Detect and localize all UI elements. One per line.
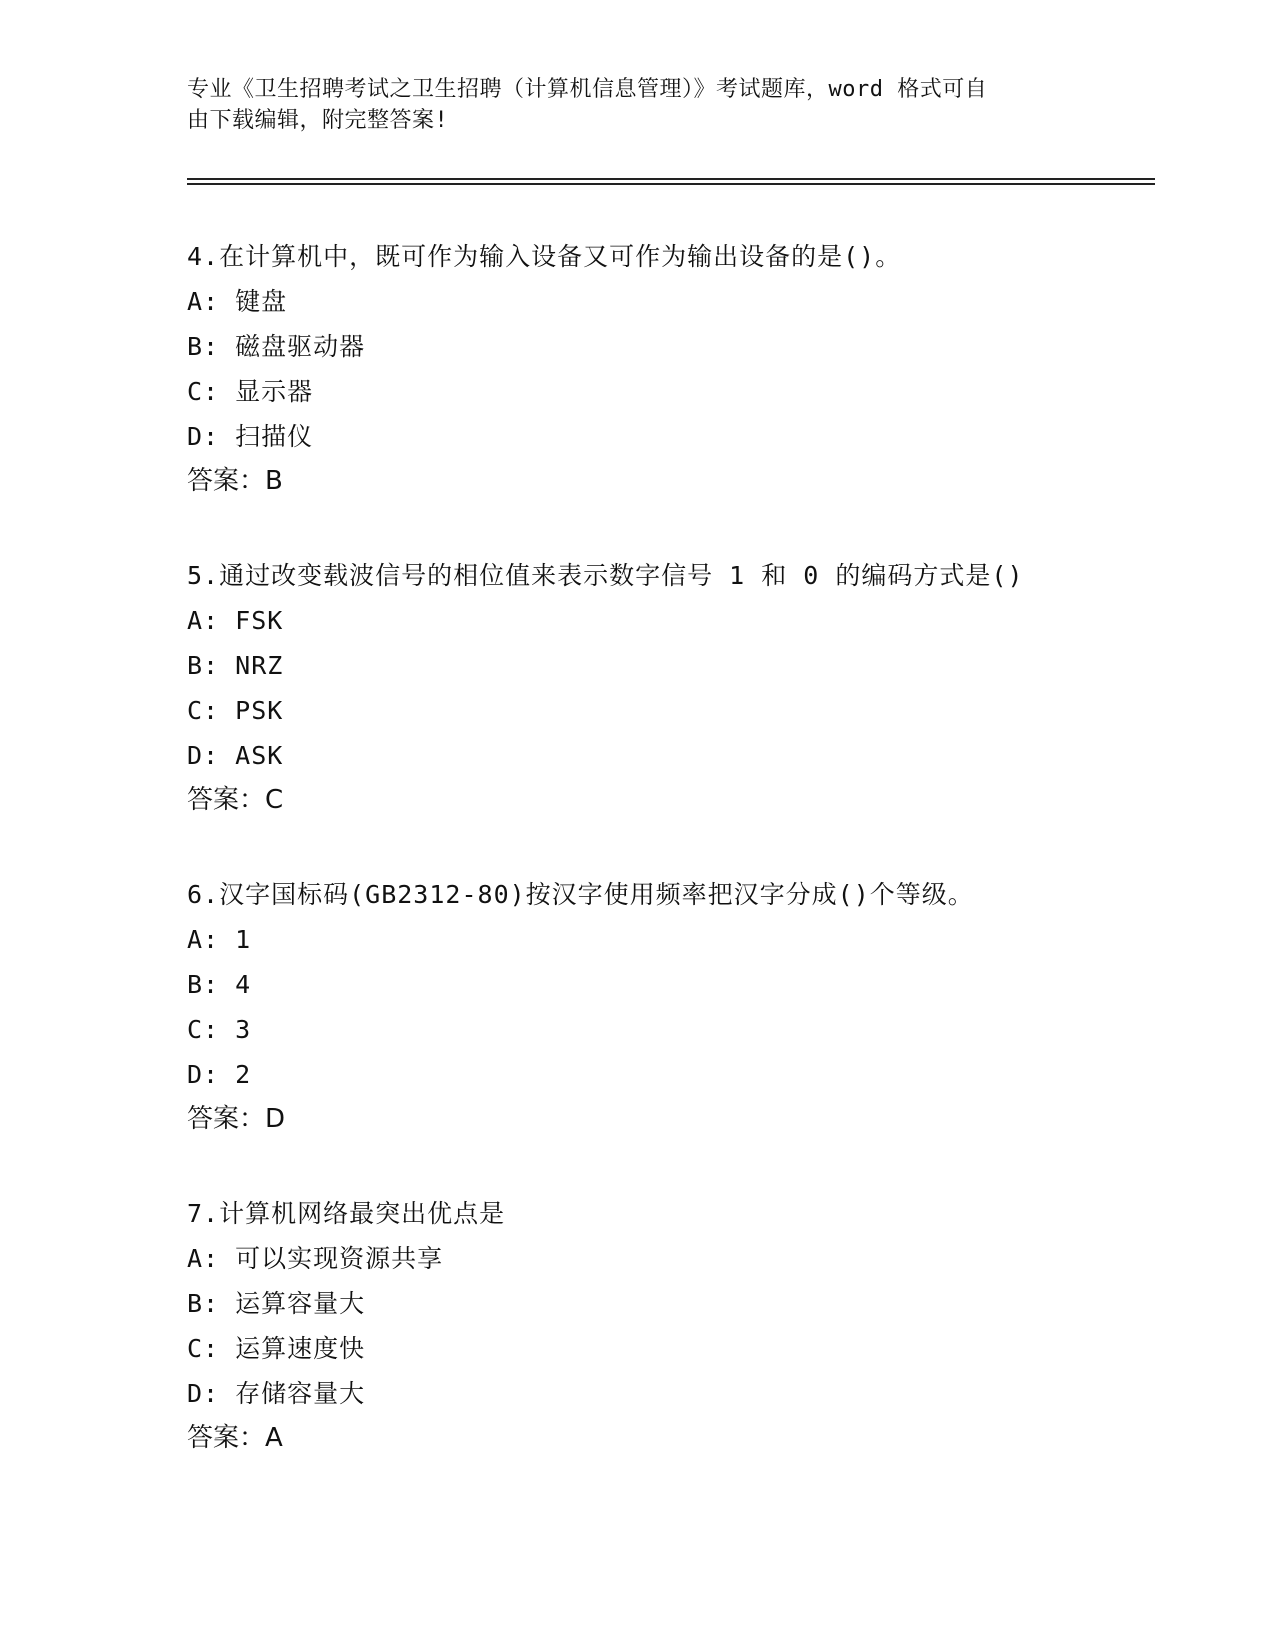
option-c: C: 运算速度快 xyxy=(187,1334,366,1363)
answer: 答案：A xyxy=(187,1423,283,1453)
option-d: D: 存储容量大 xyxy=(187,1379,366,1408)
question-stem: 6.汉字国标码(GB2312-80)按汉字使用频率把汉字分成()个等级。 xyxy=(187,880,974,909)
option-a: A: 1 xyxy=(187,925,252,954)
header-line-2: 由下载编辑，附完整答案! xyxy=(187,108,449,133)
document-header xyxy=(187,74,1067,136)
option-b: B: 4 xyxy=(187,970,252,999)
option-b: B: NRZ xyxy=(187,651,284,680)
header-line-1: 专业《卫生招聘考试之卫生招聘（计算机信息管理）》考试题库，word 格式可自 xyxy=(187,77,988,102)
question-5 xyxy=(187,553,1147,823)
answer: 答案：C xyxy=(187,785,284,815)
option-a: A: 可以实现资源共享 xyxy=(187,1244,444,1273)
question-7 xyxy=(187,1191,1147,1461)
option-c: C: 显示器 xyxy=(187,377,314,406)
answer: 答案：D xyxy=(187,1104,286,1134)
header-divider-bottom xyxy=(187,183,1155,185)
header-divider-top xyxy=(187,178,1155,180)
question-stem: 5.通过改变载波信号的相位值来表示数字信号 1 和 0 的编码方式是() xyxy=(187,561,1024,590)
question-stem: 4.在计算机中，既可作为输入设备又可作为输出设备的是()。 xyxy=(187,242,902,271)
question-stem: 7.计算机网络最突出优点是 xyxy=(187,1199,506,1228)
option-b: B: 运算容量大 xyxy=(187,1289,366,1318)
option-d: D: ASK xyxy=(187,741,284,770)
answer: 答案：B xyxy=(187,466,283,496)
option-d: D: 2 xyxy=(187,1060,252,1089)
question-4 xyxy=(187,234,1147,504)
option-b: B: 磁盘驱动器 xyxy=(187,332,366,361)
option-c: C: 3 xyxy=(187,1015,252,1044)
option-c: C: PSK xyxy=(187,696,284,725)
option-a: A: FSK xyxy=(187,606,284,635)
option-d: D: 扫描仪 xyxy=(187,422,314,451)
question-6 xyxy=(187,872,1147,1142)
option-a: A: 键盘 xyxy=(187,287,288,316)
